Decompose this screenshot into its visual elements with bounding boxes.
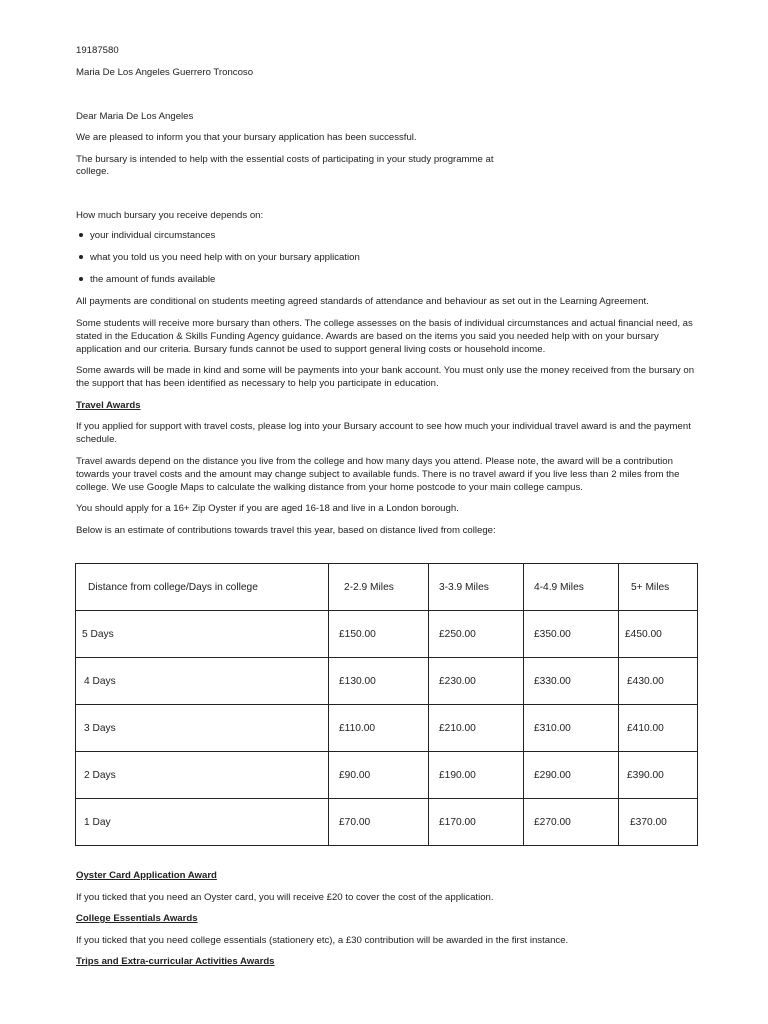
list-item: the amount of funds available xyxy=(76,273,360,295)
table-cell: £450.00 xyxy=(619,611,698,658)
paragraph-conditional: All payments are conditional on students meeting agreed standards of attendance and behaviour as set out in the Learning Agreement. xyxy=(76,296,649,307)
table-cell: £270.00 xyxy=(524,799,619,846)
heading-oyster-award: Oyster Card Application Award xyxy=(76,870,217,881)
table-cell: 2 Days xyxy=(76,752,329,799)
list-item: what you told us you need help with on your bursary application xyxy=(76,251,360,273)
paragraph-estimate: Below is an estimate of contributions towards travel this year, based on distance lived from college: xyxy=(76,525,496,536)
reference-number: 19187580 xyxy=(76,45,119,56)
criteria-list xyxy=(76,229,360,295)
salutation: Dear Maria De Los Angeles xyxy=(76,111,194,122)
table-cell: £350.00 xyxy=(524,611,619,658)
table-cell: £230.00 xyxy=(429,658,524,705)
table-cell: 5 Days xyxy=(76,611,329,658)
table-cell: £70.00 xyxy=(329,799,429,846)
table-row xyxy=(76,611,698,658)
table-cell: £410.00 xyxy=(619,705,698,752)
recipient-name: Maria De Los Angeles Guerrero Troncoso xyxy=(76,67,254,78)
table-cell: £170.00 xyxy=(429,799,524,846)
table-cell: £250.00 xyxy=(429,611,524,658)
paragraph-some-students: Some students will receive more bursary than others. The college assesses on the basis of individual circumstances and actual financial need, as stated in the Education & Skills Funding Agency guidance. Awards are based on the items you said you needed help with on your bursary application and our criteria. Bursary funds cannot be used to support general living costs or household income. xyxy=(76,318,693,355)
table-header-cell: Distance from college/Days in college xyxy=(76,564,329,611)
table-cell: £330.00 xyxy=(524,658,619,705)
paragraph-depends: How much bursary you receive depends on: xyxy=(76,210,264,221)
paragraph-success: We are pleased to inform you that your bursary application has been successful. xyxy=(76,132,417,143)
table-header-cell: 4-4.9 Miles xyxy=(524,564,619,611)
paragraph-in-kind: Some awards will be made in kind and some will be payments into your bank account. You must only use the money received from the bursary on the support that has been identified as necessary to help you participate in education. xyxy=(76,365,695,389)
table-cell: £150.00 xyxy=(329,611,429,658)
heading-trips-award: Trips and Extra-curricular Activities Awards xyxy=(76,956,275,967)
paragraph-intended-line1: The bursary is intended to help with the essential costs of participating in your study programme at xyxy=(76,154,494,165)
table-header-cell: 2-2.9 Miles xyxy=(329,564,429,611)
heading-essentials-award: College Essentials Awards xyxy=(76,913,198,924)
table-cell: 4 Days xyxy=(76,658,329,705)
paragraph-oyster: If you ticked that you need an Oyster card, you will receive £20 to cover the cost of the application. xyxy=(76,892,494,903)
table-cell: £110.00 xyxy=(329,705,429,752)
table-header-row xyxy=(76,564,698,611)
table-cell: £310.00 xyxy=(524,705,619,752)
paragraph-travel-login: If you applied for support with travel costs, please log into your Bursary account to see how much your individual travel award is and the payment schedule. xyxy=(76,421,691,445)
table-row xyxy=(76,752,698,799)
paragraph-essentials: If you ticked that you need college essentials (stationery etc), a £30 contribution will be awarded in the first instance. xyxy=(76,935,569,946)
table-cell: 3 Days xyxy=(76,705,329,752)
table-row xyxy=(76,658,698,705)
table-row xyxy=(76,799,698,846)
table-cell: £390.00 xyxy=(619,752,698,799)
heading-travel-awards: Travel Awards xyxy=(76,400,141,411)
table-header-cell: 3-3.9 Miles xyxy=(429,564,524,611)
table-cell: £290.00 xyxy=(524,752,619,799)
table-cell: 1 Day xyxy=(76,799,329,846)
table-cell: £90.00 xyxy=(329,752,429,799)
paragraph-travel-depend: Travel awards depend on the distance you live from the college and how many days you attend. Please note, the award will be a contribution towards your travel costs and the amount may change subject to available funds. There is no travel award if you live less than 2 miles from the college. We use Google Maps to calculate the walking distance from your home postcode to your main college campus. xyxy=(76,456,680,493)
list-item: your individual circumstances xyxy=(76,229,360,251)
table-row xyxy=(76,705,698,752)
table-cell: £130.00 xyxy=(329,658,429,705)
table-cell: £190.00 xyxy=(429,752,524,799)
travel-award-table xyxy=(75,563,698,846)
table-cell: £430.00 xyxy=(619,658,698,705)
table-header-cell: 5+ Miles xyxy=(619,564,698,611)
paragraph-zip-oyster: You should apply for a 16+ Zip Oyster if you are aged 16-18 and live in a London borough. xyxy=(76,503,459,514)
paragraph-intended-line2: college. xyxy=(76,166,110,177)
table-cell: £370.00 xyxy=(619,799,698,846)
table-cell: £210.00 xyxy=(429,705,524,752)
